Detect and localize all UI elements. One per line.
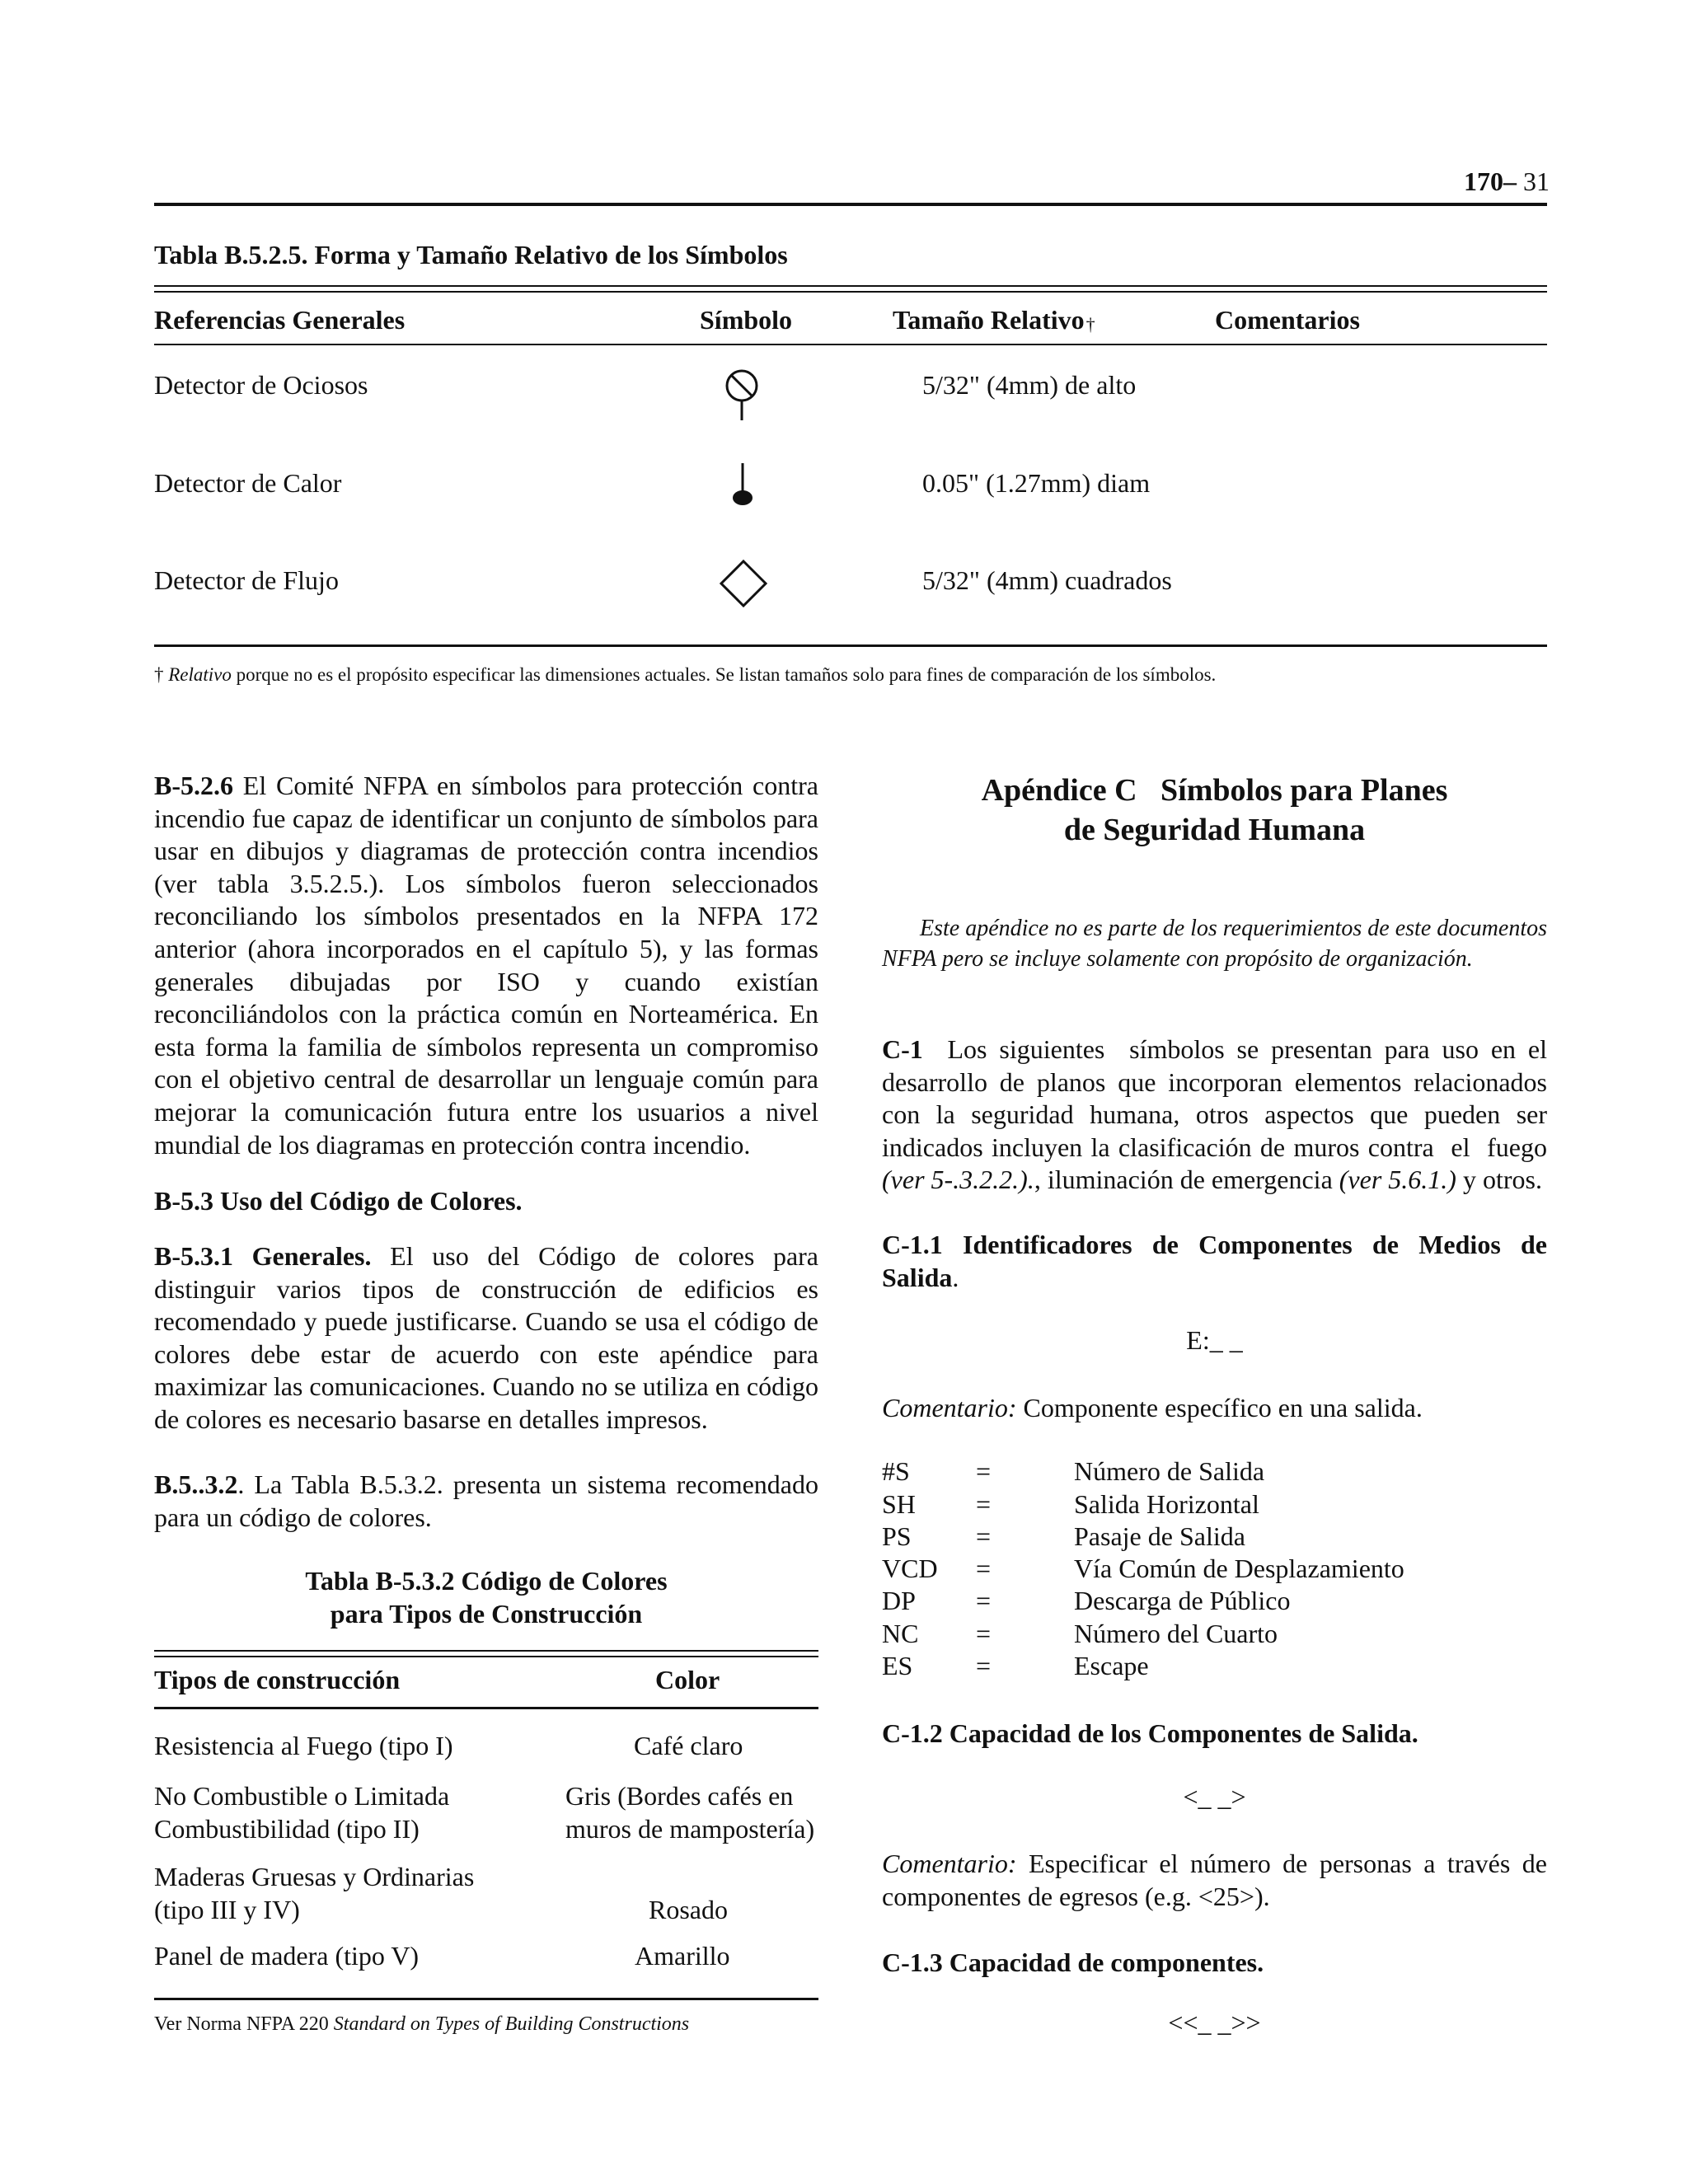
c11-comment [882, 1391, 1547, 1424]
table-b525-header-comments: Comentarios [1215, 305, 1360, 335]
abbr-meaning: Descarga de Público [1074, 1586, 1291, 1615]
abbr-eq: = [976, 1456, 992, 1486]
abbr-code: #S [882, 1456, 910, 1486]
abbr-meaning: Escape [1074, 1651, 1149, 1680]
table-b532-header-color: Color [655, 1665, 720, 1694]
heading-c12: C-1.2 Capacidad de los Componentes de Salida. [882, 1718, 1418, 1748]
table-b525-row-3-ref: Detector de Flujo [154, 565, 339, 595]
table-b525-row-1-ref: Detector de Ociosos [154, 370, 368, 400]
abbr-code: ES [882, 1651, 913, 1680]
table-b532-bottom-rule [154, 1998, 818, 2000]
heading-b53: B-5.3 Uso del Código de Colores. [154, 1186, 523, 1216]
abbr-meaning: Vía Común de Desplazamiento [1074, 1554, 1404, 1583]
b532-text: . La Tabla B.5.3.2. presenta un sistema recomendado para un código de colores. [154, 1469, 818, 1532]
table-b532-note [154, 2013, 689, 2036]
c11-comment-label: Comentario: [882, 1393, 1017, 1422]
appendix-c-title [882, 771, 1547, 850]
table-row-color: Rosado [649, 1895, 728, 1924]
table-b532-title-line-2: para Tipos de Construcción [330, 1599, 643, 1629]
c1-text-b: , iluminación de emergencia [1034, 1165, 1339, 1195]
table-row-type: No Combustible o Limitada [154, 1781, 450, 1811]
b531-label: B-5.3.1 Generales. [154, 1241, 372, 1271]
table-b525-row-2-ref: Detector de Calor [154, 468, 342, 498]
c12-symbol: <_ _> [1183, 1782, 1246, 1811]
c11-heading-text: C-1.1 Identificadores de Componentes de Medios de Salida [882, 1230, 1547, 1292]
abbr-meaning: Pasaje de Salida [1074, 1521, 1245, 1551]
table-row-color: Amarillo [635, 1941, 730, 1971]
abbr-eq: = [976, 1554, 992, 1583]
abbr-eq: = [976, 1619, 992, 1648]
paragraph-b526 [154, 770, 818, 1161]
appendix-c-intro: Este apéndice no es parte de los requerimientos de este documentos NFPA pero se incluye solamente con propósito de organización. [882, 916, 1548, 972]
footnote-text: porque no es el propósito especificar las dimensiones actuales. Se listan tamaños solo para fines de comparación de los símbolos. [231, 664, 1217, 685]
table-b525-header-rule [154, 344, 1547, 345]
table-b532-header-rule [154, 1707, 818, 1709]
c11-symbol: E:_ _ [1186, 1325, 1243, 1355]
paragraph-b532 [154, 1469, 818, 1534]
table-row-type-cont: (tipo III y IV) [154, 1895, 300, 1924]
abbr-eq: = [976, 1521, 992, 1551]
c1-ref-2: (ver 5.6.1.) [1339, 1165, 1456, 1195]
abbr-meaning: Número de Salida [1074, 1456, 1265, 1486]
table-b525-row-2-size: 0.05" (1.27mm) diam [922, 468, 1151, 498]
table-b525-top-rule-1 [154, 285, 1547, 287]
table-b525-bottom-rule [154, 644, 1547, 647]
abbr-meaning: Salida Horizontal [1074, 1489, 1259, 1519]
b531-text: El uso del Código de colores para distinguir varios tipos de construcción de edificios es recomendado y puede justificarse. Cuando se usa el código de colores debe estar de acuerdo con este apéndice para maximizar las comunicaciones. Cuando no se utiliza en código de colores es necesario basarse en detalles impresos. [154, 1241, 819, 1434]
abbr-eq: = [976, 1586, 992, 1615]
smoke-detector-symbol [722, 366, 762, 424]
c1-label: C-1 [882, 1034, 923, 1064]
abbr-meaning: Número del Cuarto [1074, 1619, 1278, 1648]
page-number [1464, 166, 1550, 197]
appendix-c-title-line-1: Apéndice C Símbolos para Planes [981, 773, 1448, 808]
table-row-color: Café claro [634, 1731, 743, 1760]
table-b532-title [154, 1564, 818, 1630]
table-b525-header-size [893, 305, 1095, 335]
header-rule [154, 203, 1547, 206]
paragraph-b531 [154, 1240, 818, 1436]
abbr-code: VCD [882, 1554, 938, 1583]
c12-comment-text: Especificar el número de personas a través de componentes de egresos (e.g. <25>). [882, 1849, 1547, 1911]
b532-label: B.5..3.2 [154, 1469, 238, 1499]
page-number-value: 31 [1523, 166, 1550, 196]
c1-text-a: Los siguientes símbolos se presentan para uso en el desarrollo de planos que incorporan elementos relacionados con la seguridad humana, otros aspectos que pueden ser indicados incluyen la clasificación de muros contra el fuego [882, 1034, 1554, 1162]
table-b532-top-rule-2 [154, 1656, 818, 1657]
table-b525-footnote [154, 664, 1547, 686]
table-b525-header-size-label: Tamaño Relativo [893, 305, 1085, 335]
c1-text-c: y otros. [1456, 1165, 1542, 1195]
abbr-code: SH [882, 1489, 916, 1519]
table-b525-header-ref: Referencias Generales [154, 305, 406, 335]
table-row [154, 1860, 818, 1926]
dagger-mark: † [1085, 314, 1095, 335]
page-prefix: 170– [1464, 166, 1517, 196]
heading-c11 [882, 1229, 1547, 1294]
flow-detector-symbol [719, 559, 768, 608]
appendix-c-title-line-2: de Seguridad Humana [1063, 813, 1366, 847]
abbr-code: DP [882, 1586, 916, 1615]
c1-ref-1: (ver 5-.3.2.2.). [882, 1165, 1034, 1195]
paragraph-c1 [882, 1033, 1554, 1197]
table-b525-row-1-size: 5/32" (4mm) de alto [922, 370, 1137, 400]
abbr-code: PS [882, 1521, 912, 1551]
c12-comment-label: Comentario: [882, 1849, 1017, 1878]
c13-symbol: <<_ _>> [1168, 2008, 1261, 2037]
table-b532-title-line-1: Tabla B-5.3.2 Código de Colores [305, 1566, 668, 1596]
table-b532-top-rule-1 [154, 1650, 818, 1652]
b526-label: B-5.2.6 [154, 771, 233, 800]
table-row [154, 1941, 818, 1974]
table-b532-note-text: Ver Norma NFPA 220 [154, 2013, 334, 2035]
heat-detector-symbol [729, 462, 757, 508]
table-b532-note-italic: Standard on Types of Building Constructions [333, 2013, 690, 2035]
table-row [154, 1779, 818, 1845]
table-b525-header-symbol: Símbolo [700, 305, 793, 335]
c12-comment [882, 1848, 1547, 1913]
abbr-eq: = [976, 1651, 992, 1680]
table-b532-header-type: Tipos de construcción [154, 1665, 401, 1694]
table-b525-top-rule-2 [154, 291, 1547, 293]
table-row-type: Panel de madera (tipo V) [154, 1941, 420, 1971]
table-b525-row-3-size: 5/32" (4mm) cuadrados [922, 565, 1172, 595]
footnote-dagger: † [154, 664, 164, 685]
table-row-type-cont: Combustibilidad (tipo II) [154, 1814, 420, 1844]
c11-heading-period: . [952, 1262, 959, 1292]
table-row [154, 1731, 818, 1764]
table-row-color: Gris (Bordes cafés en [565, 1781, 794, 1811]
c11-comment-text: Componente específico en una salida. [1016, 1393, 1423, 1422]
abbr-code: NC [882, 1619, 919, 1648]
b526-text: El Comité NFPA en símbolos para protección contra incendio fue capaz de identificar un conjunto de símbolos para usar en dibujos y diagramas de protección contra incendios (ver tabla 3.5.2.5.). Los símbolos fueron seleccionados reconciliando los símbolos presentados en la NFPA 172 anterior (ahora incorporados en el capítulo 5), y las formas generales dibujadas por ISO y cuando existían reconciliándolos con la práctica común en Norteamérica. En esta forma la familia de símbolos representa un compromiso con el objetivo central de desarrollar un lenguaje común para mejorar la comunicación futura entre los usuarios a nivel mundial de los diagramas en protección contra incendio. [154, 771, 818, 1160]
table-b525-title: Tabla B.5.2.5. Forma y Tamaño Relativo de los Símbolos [154, 240, 788, 269]
footnote-italic: Relativo [168, 664, 232, 685]
table-row-type: Resistencia al Fuego (tipo I) [154, 1731, 453, 1760]
abbr-eq: = [976, 1489, 992, 1519]
heading-c13: C-1.3 Capacidad de componentes. [882, 1947, 1264, 1977]
table-row-color-cont: muros de mampostería) [565, 1814, 815, 1844]
table-row-type: Maderas Gruesas y Ordinarias [154, 1862, 475, 1891]
